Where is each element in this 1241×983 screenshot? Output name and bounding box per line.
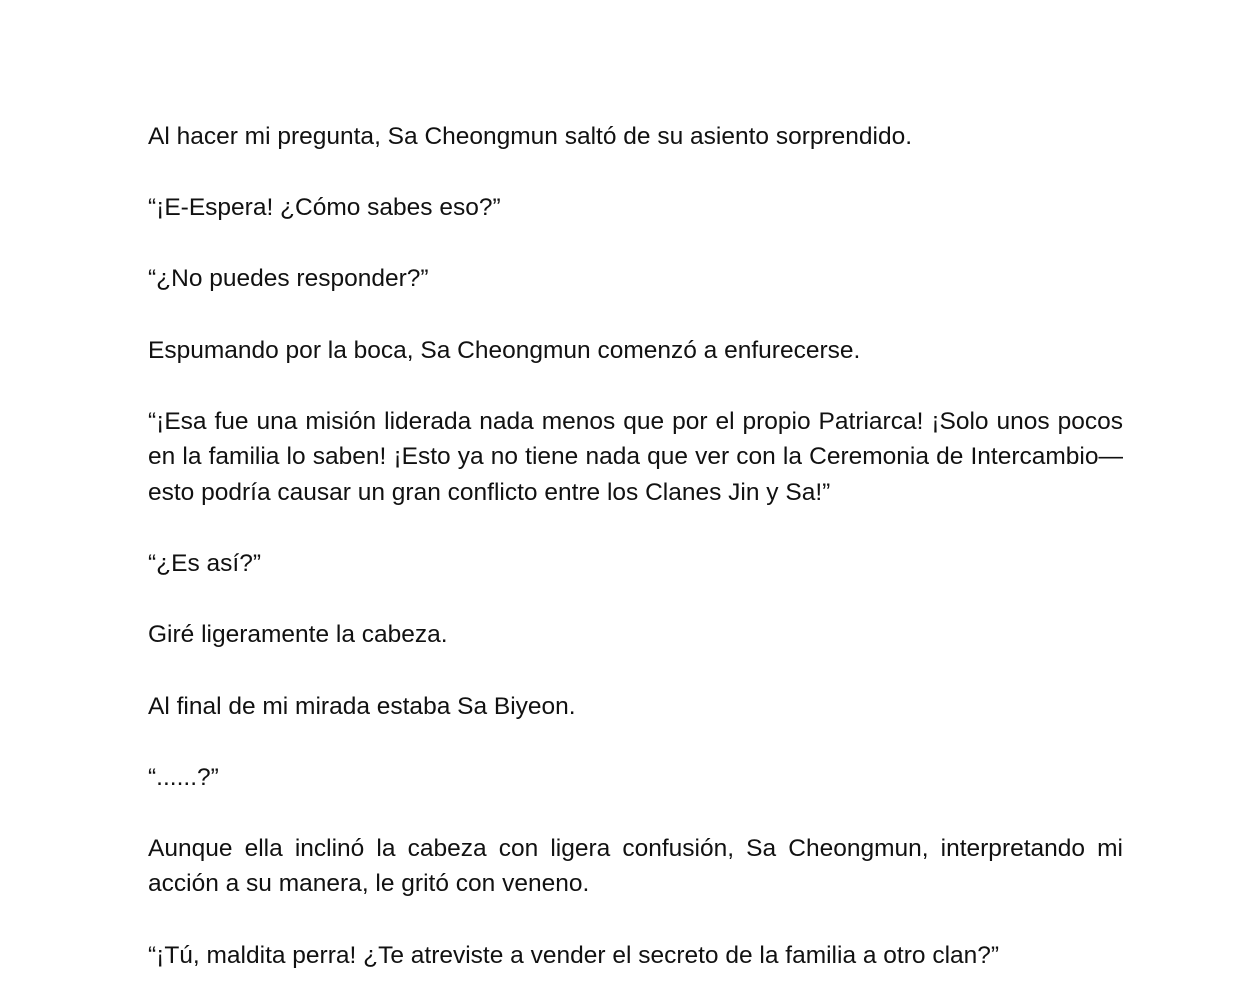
paragraph: “¡Esa fue una misión liderada nada menos que por el propio Patriarca! ¡Solo unos pocos en la familia lo saben! ¡Esto ya no tiene nada que ver con la Ceremonia de Intercambio—esto podría causar un gran conflicto entre los Clanes Jin y Sa!”: [148, 407, 1123, 506]
paragraph: “¿Es así?”: [148, 550, 261, 578]
paragraph: “¡E-Espera! ¿Cómo sabes eso?”: [148, 194, 501, 222]
paragraph: Giré ligeramente la cabeza.: [148, 621, 448, 649]
paragraph: Al final de mi mirada estaba Sa Biyeon.: [148, 692, 576, 720]
paragraph: “¿No puedes responder?”: [148, 265, 429, 293]
paragraph: Espumando por la boca, Sa Cheongmun comenzó a enfurecerse.: [148, 336, 861, 364]
paragraph: “......?”: [148, 763, 219, 791]
paragraph: Al hacer mi pregunta, Sa Cheongmun saltó de su asiento sorprendido.: [148, 123, 913, 150]
paragraph: Aunque ella inclinó la cabeza con ligera confusión, Sa Cheongmun, interpretando mi acción a su manera, le gritó con veneno.: [148, 834, 1123, 898]
paragraph: “¡Tú, maldita perra! ¿Te atreviste a vender el secreto de la familia a otro clan?”: [148, 941, 1000, 969]
document-body: [148, 119, 1123, 973]
